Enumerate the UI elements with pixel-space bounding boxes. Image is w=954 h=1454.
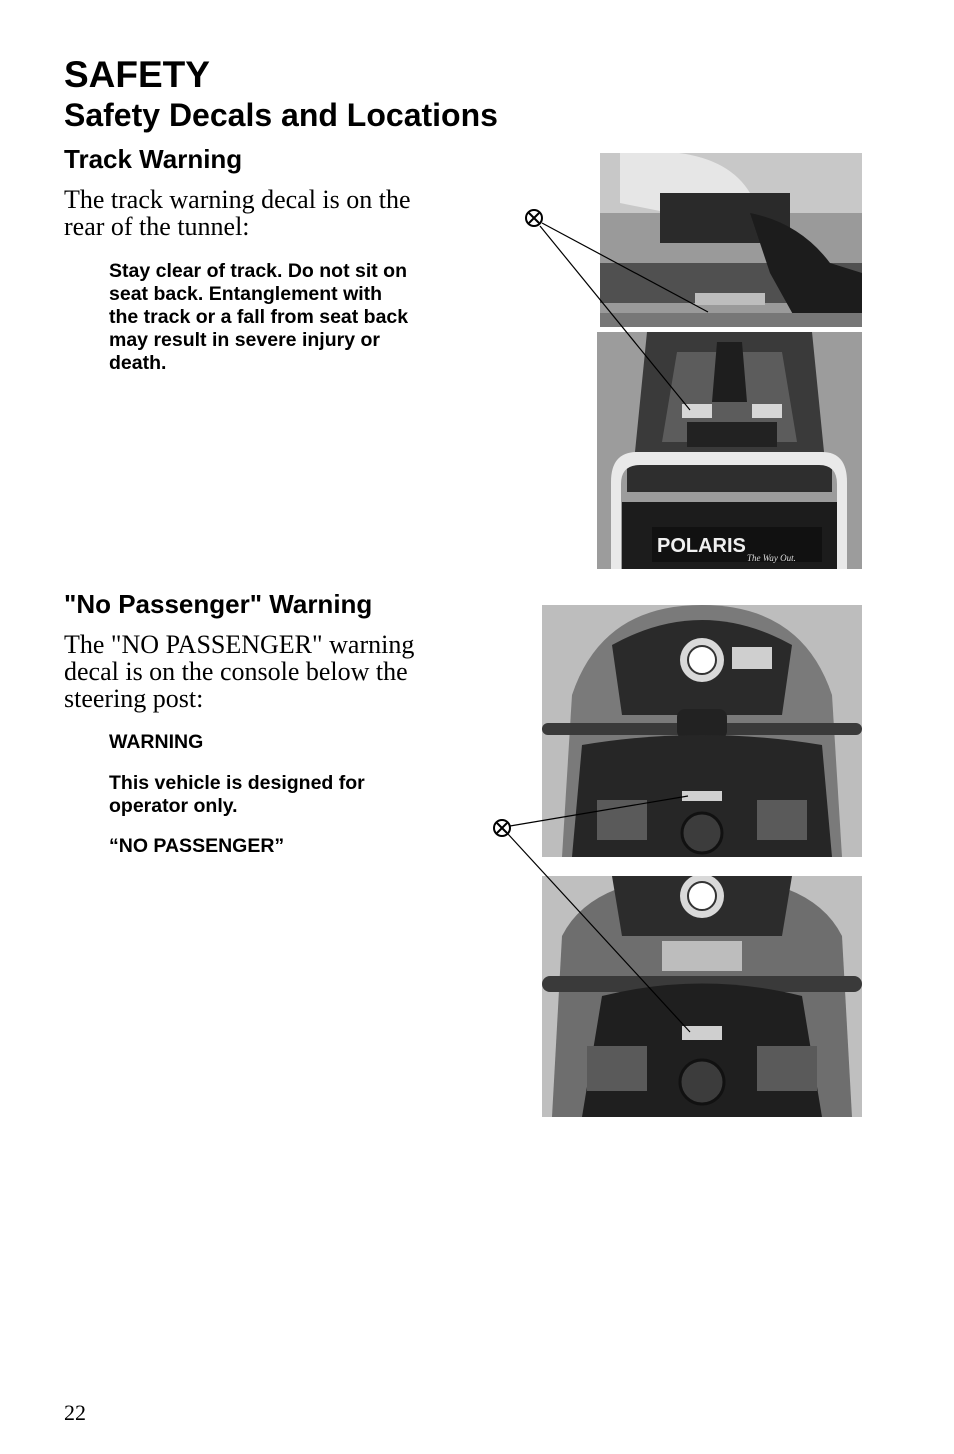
polaris-logo-text: POLARIS — [657, 535, 746, 557]
track-warning-line: the track or a fall from seat back — [109, 306, 409, 328]
track-callout-icon — [526, 210, 542, 226]
no-passenger-label-line: This vehicle is designed for — [109, 772, 365, 794]
track-warning-line: death. — [109, 352, 167, 374]
page-number: 22 — [64, 1400, 86, 1425]
no-passenger-callout-icon — [494, 820, 510, 836]
track-warning-line: may result in severe injury or — [109, 329, 380, 351]
no-passenger-label-line: operator only. — [109, 795, 238, 817]
no-passenger-heading: "No Passenger" Warning — [64, 589, 373, 619]
no-passenger-intro: The "NO PASSENGER" warning decal is on the console below the steering post: — [64, 630, 415, 713]
page-subtitle: Safety Decals and Locations — [64, 97, 498, 133]
track-warning-heading: Track Warning — [64, 144, 243, 174]
track-warning-line: Stay clear of track. Do not sit on — [109, 260, 407, 282]
track-warning-line: seat back. Entanglement with — [109, 283, 383, 305]
track-warning-intro: The track warning decal is on the rear of the tunnel: — [64, 185, 411, 241]
no-passenger-label-quote: “NO PASSENGER” — [109, 835, 285, 857]
section-title: SAFETY — [64, 54, 210, 95]
no-passenger-label-warning: WARNING — [109, 731, 204, 753]
polaris-tagline-text: The Way Out. — [747, 553, 796, 563]
